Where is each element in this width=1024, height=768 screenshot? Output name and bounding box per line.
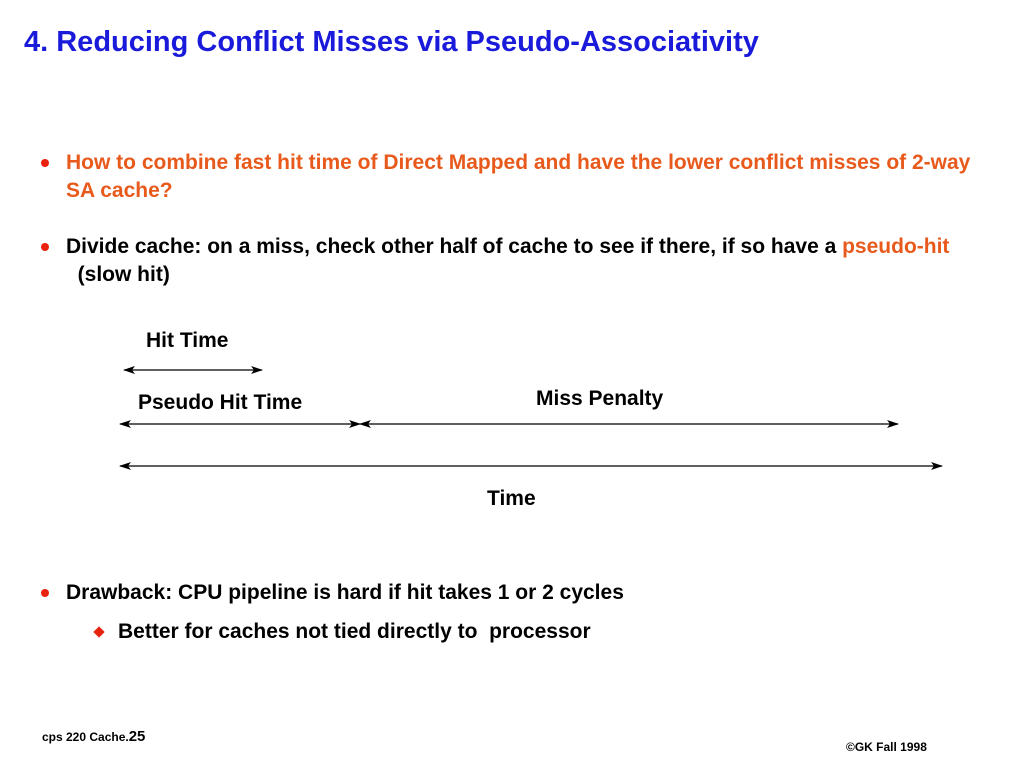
hit-time-label: Hit Time [146,329,229,352]
footer-page-number: 25 [128,728,146,745]
footer-copyright: ©GK Fall 1998 [846,740,927,754]
bullet-2-text-after: (slow hit) [66,263,170,286]
pseudo-hit-time-label: Pseudo Hit Time [138,391,303,414]
bullet-3-dot [41,589,49,597]
bullet-1-text: How to combine fast hit time of Direct Mapped and have the lower conflict misses of 2-way SA cache? [66,151,971,202]
footer-course [42,728,145,745]
bullet-2-text-before: Divide cache: on a miss, check other half of cache to see if there, if so have a [66,235,843,258]
time-label: Time [487,487,536,510]
bullet-3-text: Drawback: CPU pipeline is hard if hit takes 1 or 2 cycles [66,581,624,604]
pseudo-hit-highlight: pseudo-hit [842,235,950,258]
sub-bullet-text: Better for caches not tied directly to processor [118,620,591,643]
slide-title: 4. Reducing Conflict Misses via Pseudo-Associativity [24,26,759,58]
footer-course-text: cps 220 Cache. [42,730,129,744]
miss-penalty-label: Miss Penalty [536,387,664,410]
